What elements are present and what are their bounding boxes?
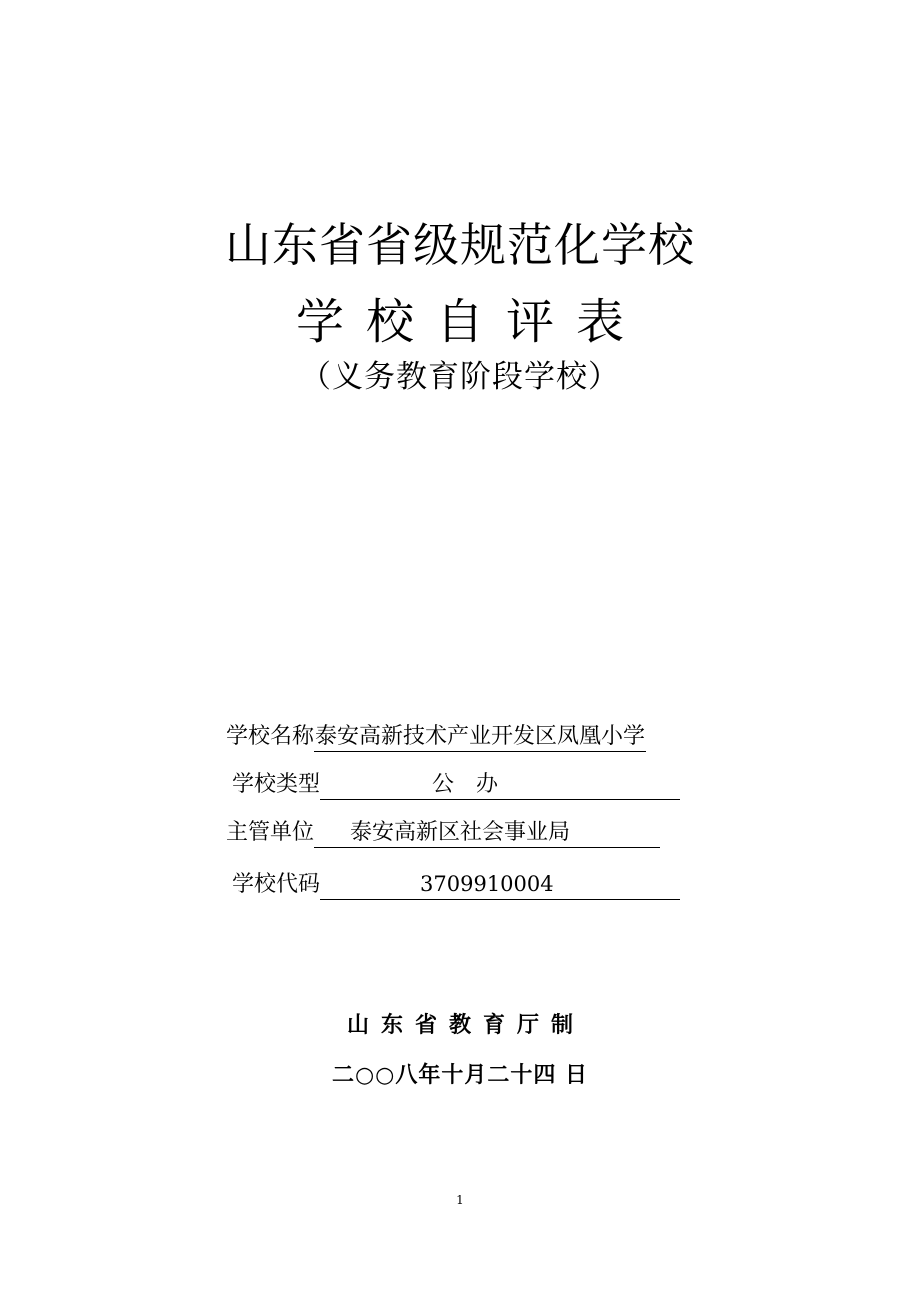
school-type-label: 学校类型 [232,772,321,797]
school-name-field [226,722,646,752]
school-name-value: 泰安高新技术产业开发区凤凰小学 [315,724,646,749]
school-code-field [232,870,680,900]
school-code-label: 学校代码 [232,872,321,897]
authority-underline [314,819,660,848]
school-type-value: 公 办 [432,772,499,797]
document-scope-note: （义务教育阶段学校） [300,359,620,395]
issuing-organization: 山东省教育厅制 [346,1013,585,1038]
authority-label: 主管单位 [226,820,315,845]
page-number: 1 [456,1193,464,1207]
document-subtitle: 学校自评表 [295,294,646,350]
school-code-underline [320,870,680,900]
document-title: 山东省省级规范化学校 [225,218,695,272]
authority-value: 泰安高新区社会事业局 [350,820,571,845]
school-type-field [232,770,680,800]
authority-field [226,818,660,848]
school-code-value: 3709910004 [420,872,554,896]
school-name-underline [314,723,646,752]
school-name-label: 学校名称 [226,724,315,749]
school-type-underline [320,771,680,800]
issue-date: 二○○八年十月二十四 日 [331,1063,589,1088]
